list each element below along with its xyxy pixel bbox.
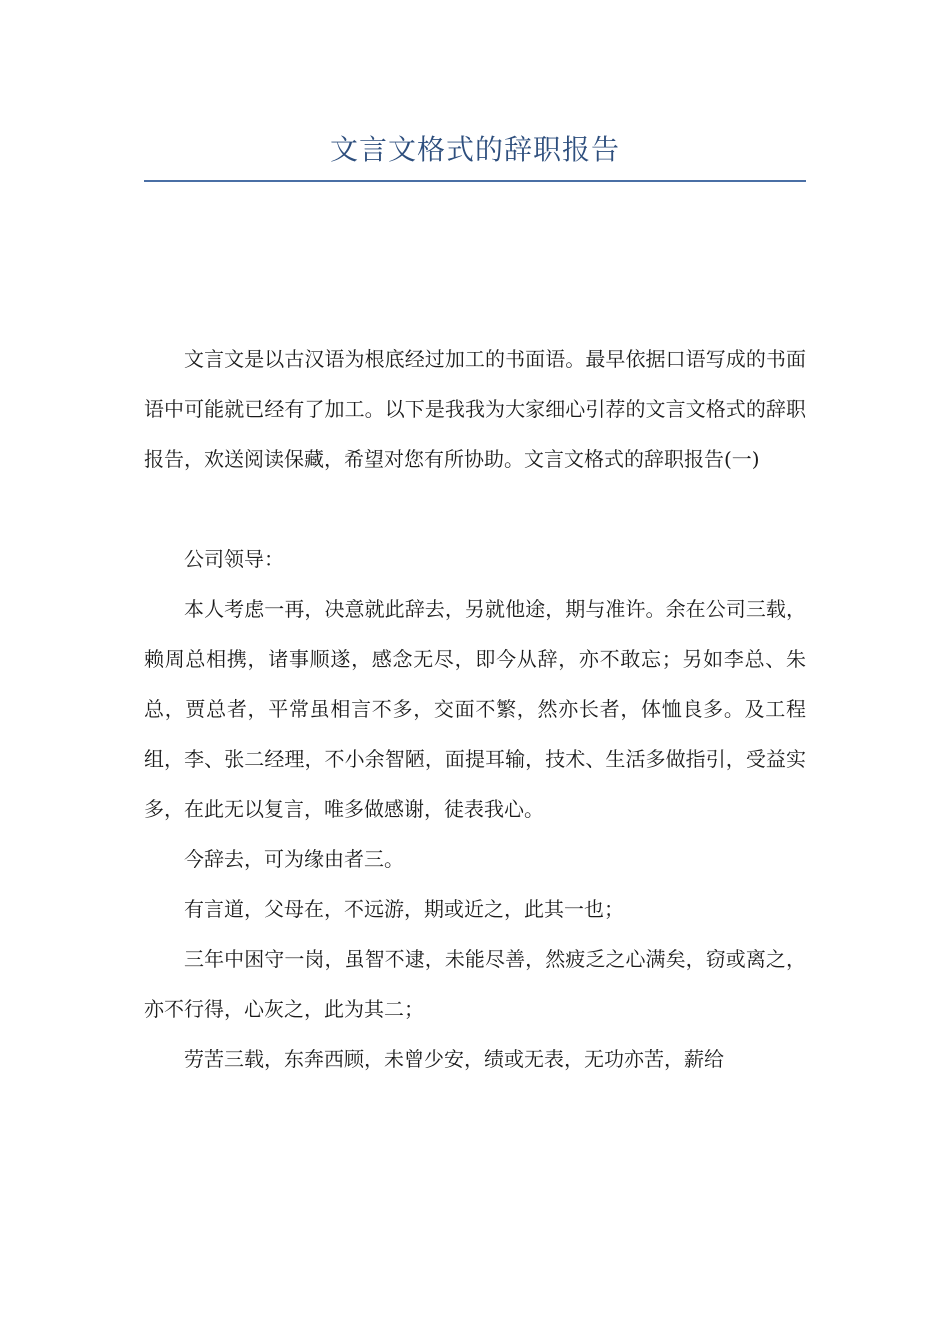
body-paragraph: 有言道，父母在，不远游，期或近之，此其一也； bbox=[184, 897, 624, 921]
body-paragraph: 三年中困守一岗，虽智不逮，未能尽善，然疲乏之心满矣，窃或离之，亦不行得，心灰之，此为其二； bbox=[144, 947, 806, 1021]
document-body bbox=[144, 334, 806, 1084]
salutation: 公司领导： bbox=[184, 547, 284, 571]
paragraph-gap bbox=[144, 484, 806, 534]
body-paragraph: 今辞去，可为缘由者三。 bbox=[184, 847, 404, 871]
intro-paragraph: 文言文是以古汉语为根底经过加工的书面语。最早依据口语写成的书面语中可能就已经有了加工。以下是我我为大家细心引荐的文言文格式的辞职报告，欢送阅读保藏，希望对您有所协助。文言文格式的辞职报告(一) bbox=[144, 347, 806, 471]
title-underline bbox=[144, 180, 806, 182]
body-paragraph: 劳苦三载，东奔西顾，未曾少安，绩或无表，无功亦苦，薪给 bbox=[184, 1047, 724, 1071]
body-paragraph: 本人考虑一再，决意就此辞去，另就他途，期与准许。余在公司三载，赖周总相携，诸事顺遂，感念无尽，即今从辞，亦不敢忘；另如李总、朱总，贾总者，平常虽相言不多，交面不繁，然亦长者，体恤良多。及工程组，李、张二经理，不小余智陋，面提耳输，技术、生活多做指引，受益实多，在此无以复言，唯多做感谢，徒表我心。 bbox=[144, 597, 806, 821]
document-title: 文言文格式的辞职报告 bbox=[329, 133, 620, 166]
